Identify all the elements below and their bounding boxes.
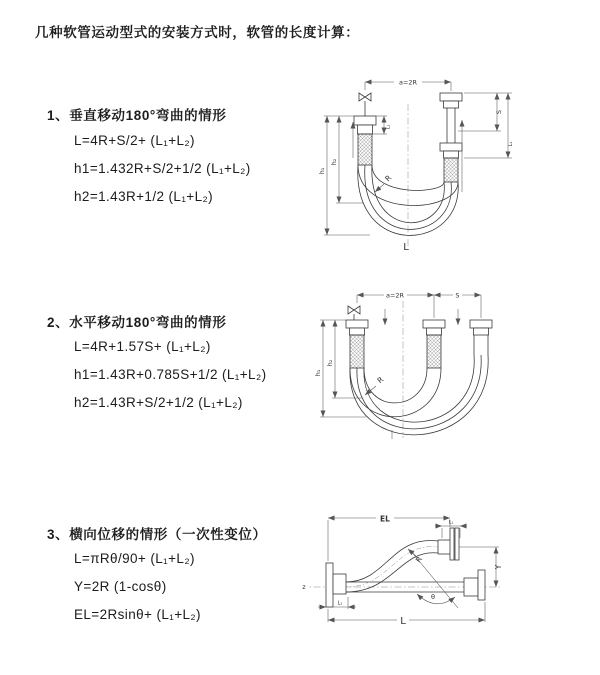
- right-flange: [464, 570, 485, 600]
- hose-legs: [350, 335, 488, 368]
- radius-callout: [375, 173, 393, 192]
- section-1-formula-h1: h1=1.432R+S/2+1/2 (L₁+L₂): [74, 161, 251, 176]
- dim-label-h1: h₁: [318, 167, 326, 175]
- dim-label-Y: Y: [494, 564, 503, 570]
- diagram-horizontal-180: [308, 283, 503, 445]
- hose-s-curve: [346, 540, 438, 592]
- section-2-formula-h2: h2=1.43R+S/2+1/2 (L₁+L₂): [74, 395, 243, 410]
- dim-label-fitting-right: L₁: [508, 141, 514, 147]
- dim-label-radius: R: [413, 554, 425, 565]
- section-1-formula-h2: h2=1.43R+1/2 (L₁+L₂): [74, 189, 214, 204]
- dim-label-length: L: [400, 616, 406, 627]
- left-flange: [326, 563, 346, 607]
- axis-label-z: z: [302, 583, 306, 591]
- dim-label-fitting-top: L₁: [448, 519, 454, 526]
- right-flange: [470, 320, 492, 335]
- dim-label-span: a=2R: [385, 291, 405, 300]
- right-flange-assembly: [440, 93, 462, 182]
- dim-label-radius: R: [383, 173, 394, 184]
- page-title: 几种软管运动型式的安装方式时，软管的长度计算：: [35, 25, 360, 40]
- dim-label-offset: S: [455, 291, 460, 300]
- movement-arrows: [385, 309, 458, 325]
- dim-label-EL: EL: [380, 514, 390, 524]
- left-flange: [354, 116, 376, 134]
- dimension-span-a2r: [365, 78, 451, 91]
- dimension-EL: [328, 513, 450, 561]
- dim-label-h1: h₁: [314, 369, 322, 377]
- section-3-formula-Y: Y=2R (1-cosθ): [74, 579, 167, 594]
- valve-icon: [348, 306, 360, 320]
- left-hose-leg: [358, 134, 372, 165]
- radius-callout: [365, 375, 385, 395]
- dimension-L: [328, 602, 485, 627]
- valve-icon: [359, 93, 371, 116]
- dim-label-h2: h₂: [326, 359, 334, 367]
- diagram-vertical-180: [312, 70, 532, 255]
- section-1-formula-L: L=4R+S/2+ (L₁+L₂): [74, 133, 195, 148]
- section-2-formula-L: L=4R+1.57S+ (L₁+L₂): [74, 339, 211, 354]
- dim-label-length: L: [403, 242, 409, 253]
- dim-label-angle: θ: [431, 593, 435, 601]
- upper-flange: [438, 528, 459, 560]
- center-flange: [423, 320, 445, 335]
- section-2-formula-h1: h1=1.43R+0.785S+1/2 (L₁+L₂): [74, 367, 267, 382]
- section-3-formula-L: L=πRθ/90+ (L₁+L₂): [74, 551, 195, 566]
- hose-curves: [350, 355, 488, 439]
- dimension-fitting-left: [318, 597, 356, 609]
- section-1-heading: 1、垂直移动180°弯曲的情形: [47, 108, 227, 123]
- dim-label-h2: h₂: [330, 158, 338, 166]
- dim-label-stroke: S: [495, 109, 503, 115]
- dimension-fitting-right: [464, 93, 514, 158]
- left-flange: [346, 320, 368, 335]
- dim-label-fitting-left: L₁: [385, 124, 392, 130]
- dimension-offset-S: [434, 291, 481, 300]
- dim-label-span: a=2R: [398, 78, 418, 87]
- dim-label-radius: R: [375, 374, 386, 386]
- diagram-lateral-displacement: [296, 500, 511, 635]
- radius-callout: [408, 549, 424, 564]
- dim-label-fitting-left: L₁: [337, 600, 343, 607]
- dimension-stroke-S: [458, 93, 512, 131]
- section-3-formula-EL: EL=2Rsinθ+ (L₁+L₂): [74, 607, 201, 622]
- section-3-heading: 3、横向位移的情形（一次性变位）: [47, 527, 267, 542]
- section-2-heading: 2、水平移动180°弯曲的情形: [47, 315, 227, 330]
